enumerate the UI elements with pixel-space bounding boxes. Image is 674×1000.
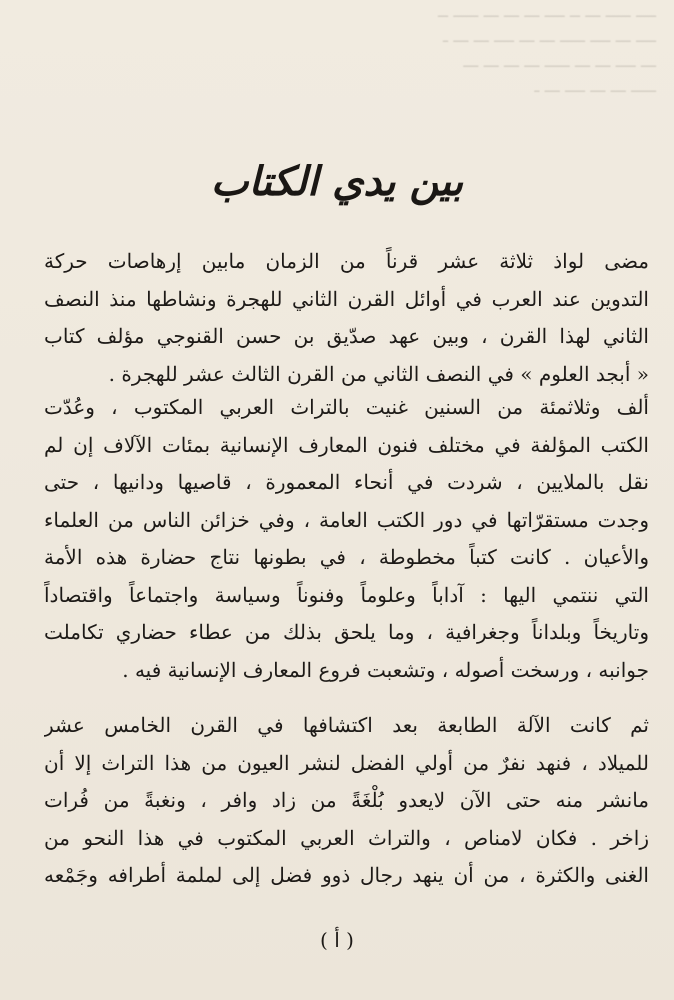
text-line: التي ننتمي اليها : آداباً وعلوماً وفنوناً وسياسة واجتماعاً واقتصاداً xyxy=(44,582,649,607)
text-line: والأعيان . كانت كتباً مخطوطة ، في بطونها نتاج حضارة هذه الأمة xyxy=(44,545,649,569)
bleed-line: ـــ ــــ ـــ ـــ ـــــ ـــ ـــ ـــ ـــ xyxy=(463,52,656,72)
text-line: ألف وثلاثمئة من السنين غنيت بالتراث العربي المكتوب ، وعُدّت xyxy=(44,395,649,419)
text-line: مضى لواذ ثلاثة عشر قرناً من الزمان مابين إرهاصات حركة xyxy=(44,249,649,273)
bleed-line: ــــ ـــ ــــ ـــــ ـــ ـــ ــــ ـــ ـــ ـ xyxy=(443,27,656,47)
text-line: مانشر منه حتى الآن لايعدو بُلْغَةً من زاد وافر ، ونغبةً من فُرات xyxy=(44,788,649,812)
page-number: ( أ ) xyxy=(320,928,354,952)
text-line: الغنى والكثرة ، من أن ينهد رجال ذوو فضل إلى لملمة أطرافه وجَمْعه xyxy=(44,863,649,887)
paragraph-3 xyxy=(44,707,649,895)
text-line: « أبجد العلوم » في النصف الثاني من القرن الثالث عشر للهجرة . xyxy=(108,361,649,386)
chapter-heading: بين يدي الكتاب xyxy=(210,158,464,205)
text-line: التدوين عند العرب في أوائل القرن الثاني للهجرة ونشاطها منذ النصف xyxy=(44,286,649,311)
text-line: جوانبه ، ورسخت أصوله ، وتشعبت فروع المعارف الإنسانية فيه . xyxy=(122,657,649,682)
text-line: ثم كانت الآلة الطابعة بعد اكتشافها في القرن الخامس عشر xyxy=(44,713,649,737)
text-line: زاخر . فكان لامناص ، والتراث العربي المكتوب في هذا النحو من xyxy=(44,825,649,850)
text-line: وجدت مستقرّاتها في دور الكتب العامة ، وفي خزائن الناس من العلماء xyxy=(44,507,649,532)
text-line: الثاني لهذا القرن ، وبين عهد صدّيق بن حسن القنوجي مؤلف كتاب xyxy=(44,324,649,348)
text-line: الكتب المؤلفة في مختلف فنون المعارف الإنسانية بمئات الآلاف إن لم xyxy=(44,432,649,457)
text-line: نقل بالملايين ، شردت في أنحاء المعمورة ، قاصيها ودانيها ، حتى xyxy=(44,470,649,494)
bleed-through-text xyxy=(250,0,674,120)
text-line: وتاريخاً وبلداناً وجغرافية ، وما يلحق بذلك من عطاء حضاري تكاملت xyxy=(44,620,649,644)
bleed-line: ــــ ـــــ ـــ ــ ــــ ـــ ـــ ـــ ـــــ ــ xyxy=(438,2,656,22)
paragraph-1 xyxy=(44,243,649,393)
text-line: للميلاد ، فنهد نفرٌ من أولي الفضل لنشر العيون من هذا التراث إلا أن xyxy=(44,750,649,775)
paragraph-2 xyxy=(44,389,649,689)
bleed-line: ـــــ ـــ ـــ ــــ ـــ ـ xyxy=(534,77,656,97)
